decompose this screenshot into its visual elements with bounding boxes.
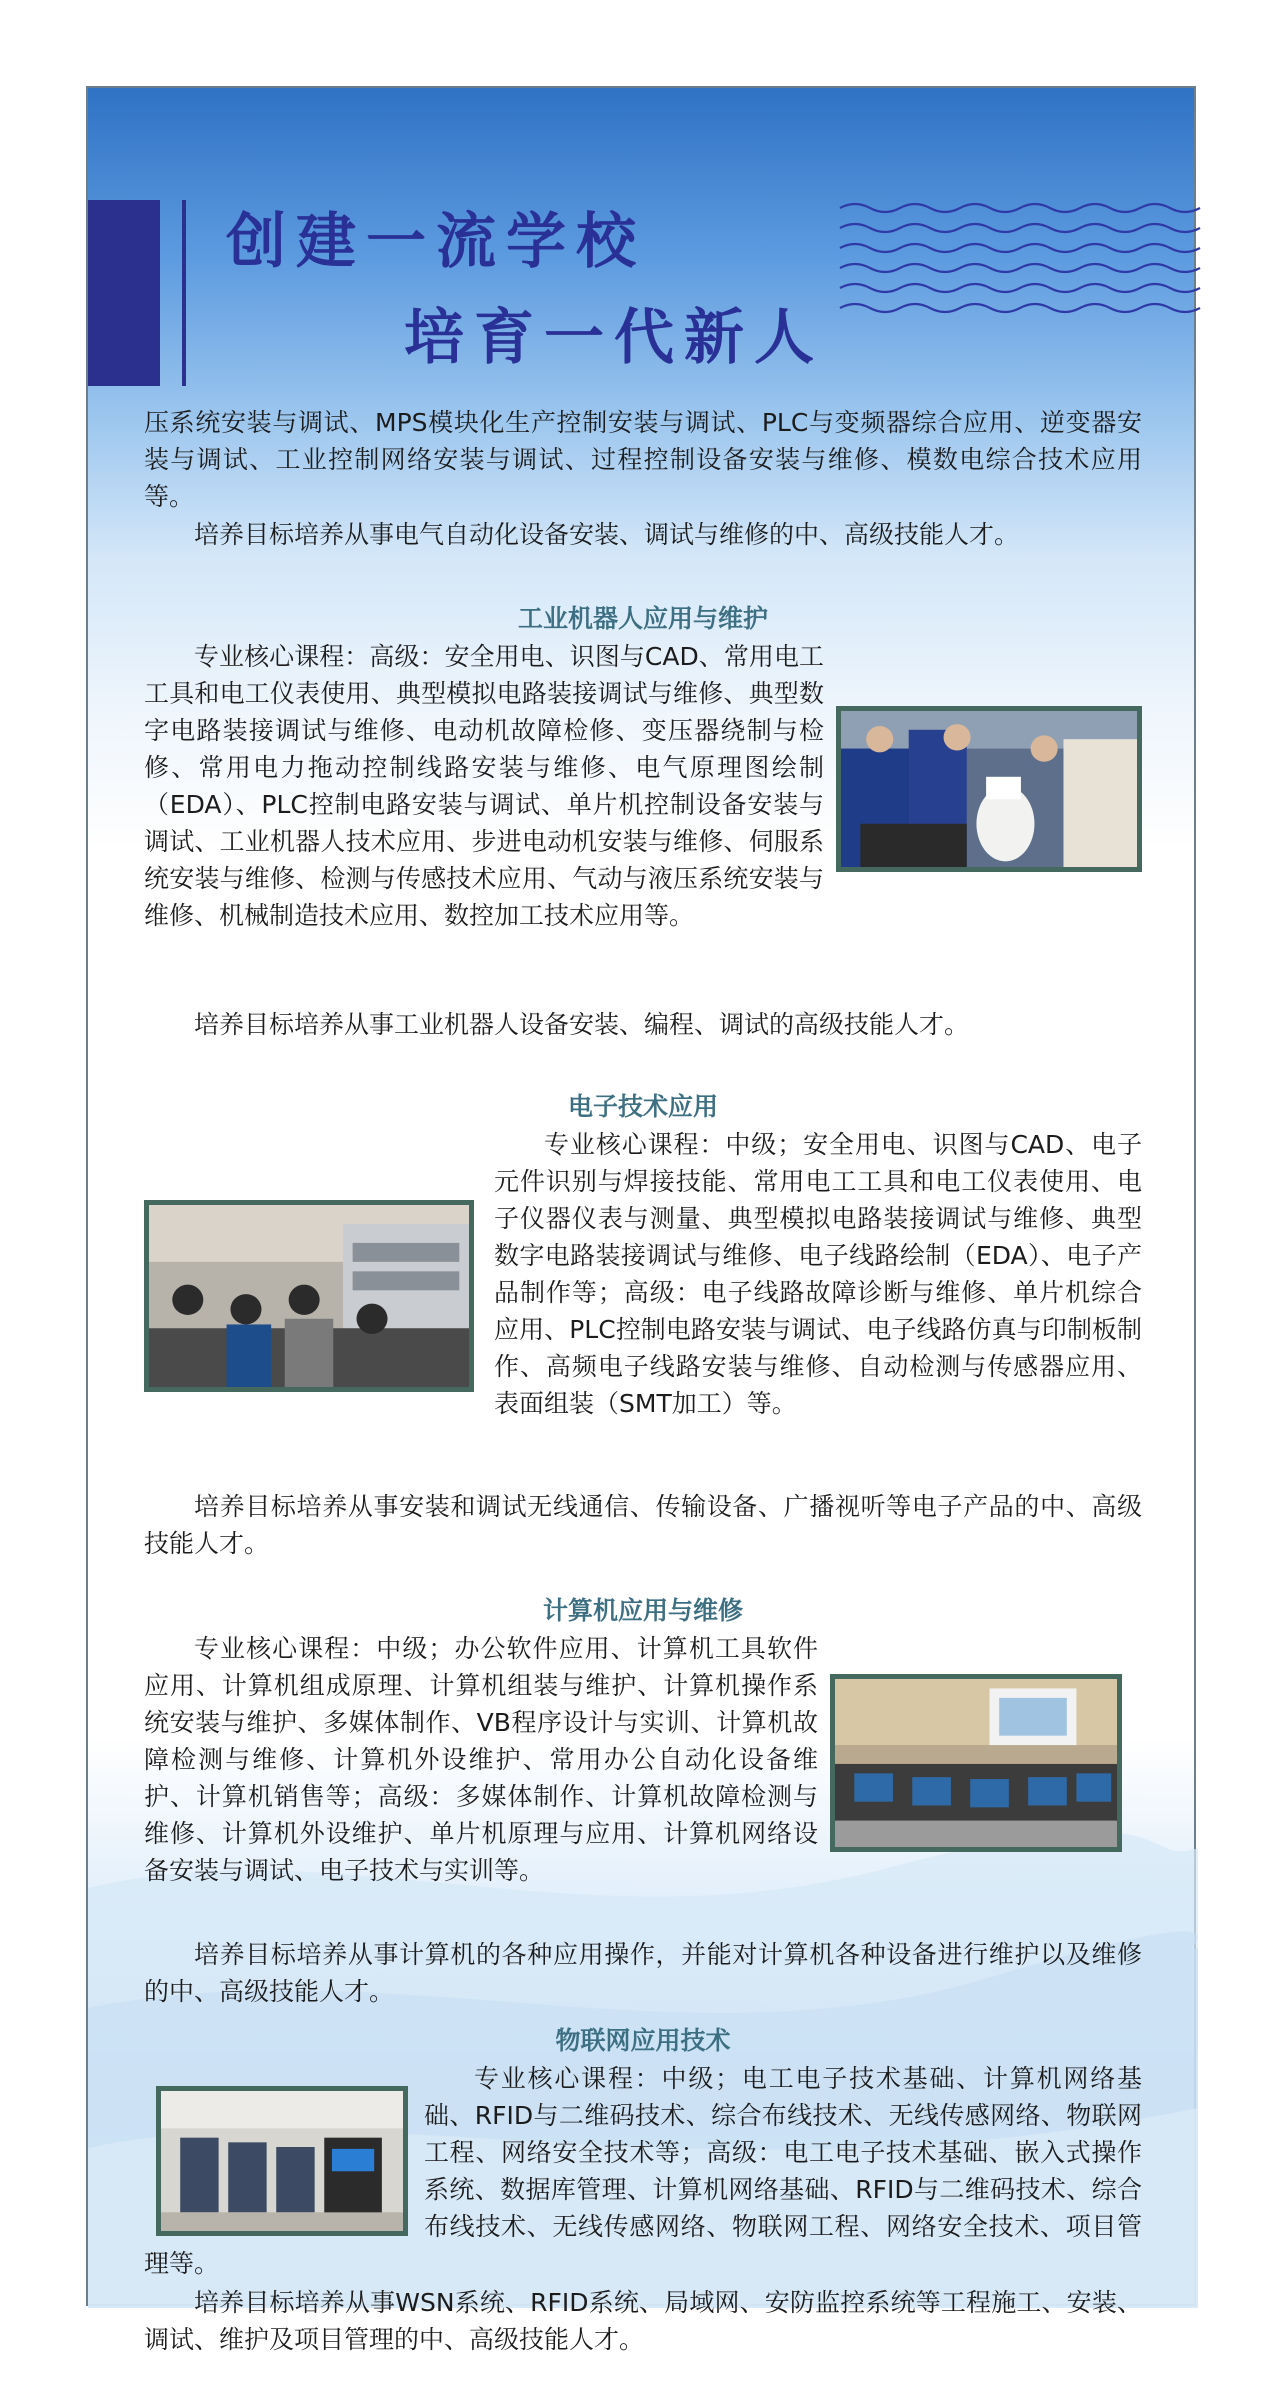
intro-goal: 培养目标培养从事电气自动化设备安装、调试与维修的中、高级技能人才。 xyxy=(194,520,1020,549)
section-title-iot: 物联网应用技术 xyxy=(555,2026,731,2055)
section-course-electronics xyxy=(144,1126,1142,1456)
poster-title-line2: 培育一代新人 xyxy=(404,303,824,373)
section-goal-computer: 培养目标培养从事计算机的各种应用操作，并能对计算机各种设备进行维护以及维修的中、高级技能人才。 xyxy=(144,1940,1142,2006)
computer-lab-photo xyxy=(830,1674,1122,1852)
section-goal-electronics: 培养目标培养从事安装和调试无线通信、传输设备、广播视听等电子产品的中、高级技能人才。 xyxy=(144,1492,1142,1558)
section-course-computer xyxy=(144,1630,1142,1922)
iot-course-text: 专业核心课程：中级；电工电子技术基础、计算机网络基础、RFID与二维码技术、综合布线技术、无线传感网络、物联网工程、网络安全技术等；高级：电工电子技术基础、嵌入式操作系统、数据库管理、计算机网络基础、RFID与二维码技术、综合布线技术、无线传感网络、物联网工程、网络安全技术、项目管理等。 xyxy=(144,2064,1142,2278)
section-goal-robotics: 培养目标培养从事工业机器人设备安装、编程、调试的高级技能人才。 xyxy=(194,1010,970,1039)
poster-title-line1: 创建一流学校 xyxy=(226,207,646,277)
section-title-computer: 计算机应用与维修 xyxy=(542,1596,743,1625)
section-goal-iot: 培养目标培养从事WSN系统、RFID系统、局域网、安防监控系统等工程施工、安装、调试、维护及项目管理的中、高级技能人才。 xyxy=(144,2288,1142,2354)
poster-board xyxy=(86,86,1196,2354)
section-course-iot xyxy=(144,2060,1142,2282)
section-course-robotics xyxy=(144,638,1142,968)
computer-course-text: 专业核心课程：中级；办公软件应用、计算机工具软件应用、计算机组成原理、计算机组装与维护、计算机操作系统安装与维护、多媒体制作、VB程序设计与实训、计算机故障检测与维修、计算机外设维护、常用办公自动化设备维护、计算机销售等；高级：多媒体制作、计算机故障检测与维修、计算机外设维护、单片机原理与应用、计算机网络设备安装与调试、电子技术与实训等。 xyxy=(144,1634,818,1885)
section-title-electronics: 电子技术应用 xyxy=(567,1092,718,1121)
decorative-wave-lines xyxy=(840,198,1198,318)
header-accent-line xyxy=(182,200,186,386)
header-accent-block xyxy=(88,200,160,386)
section-title-robotics: 工业机器人应用与维护 xyxy=(517,604,768,633)
iot-lab-photo xyxy=(156,2086,408,2236)
robot-lab-photo xyxy=(836,706,1142,872)
electronics-course-text: 专业核心课程：中级；安全用电、识图与CAD、电子元件识别与焊接技能、常用电工工具和电工仪表使用、电子仪器仪表与测量、典型模拟电路装接调试与维修、典型数字电路装接调试与维修、电子线路绘制（EDA）、电子产品制作等；高级：电子线路故障诊断与维修、单片机综合应用、PLC控制电路安装与调试、电子线路仿真与印制板制作、高频电子线路安装与维修、自动检测与传感器应用、表面组装（SMT加工）等。 xyxy=(494,1130,1142,1418)
intro-paragraph: 压系统安装与调试、MPS模块化生产控制安装与调试、PLC与变频器综合应用、逆变器安装与调试、工业控制网络安装与调试、过程控制设备安装与维修、模数电综合技术应用等。 xyxy=(144,408,1142,511)
robotics-course-text: 专业核心课程：高级：安全用电、识图与CAD、常用电工工具和电工仪表使用、典型模拟电路装接调试与维修、典型数字电路装接调试与维修、电动机故障检修、变压器绕制与检修、常用电力拖动控制线路安装与维修、电气原理图绘制（EDA）、PLC控制电路安装与调试、单片机控制设备安装与调试、工业机器人技术应用、步进电动机安装与维修、伺服系统安装与维修、检测与传感技术应用、气动与液压系统安装与维修、机械制造技术应用、数控加工技术应用等。 xyxy=(144,642,824,930)
electronics-lab-photo xyxy=(144,1200,474,1392)
